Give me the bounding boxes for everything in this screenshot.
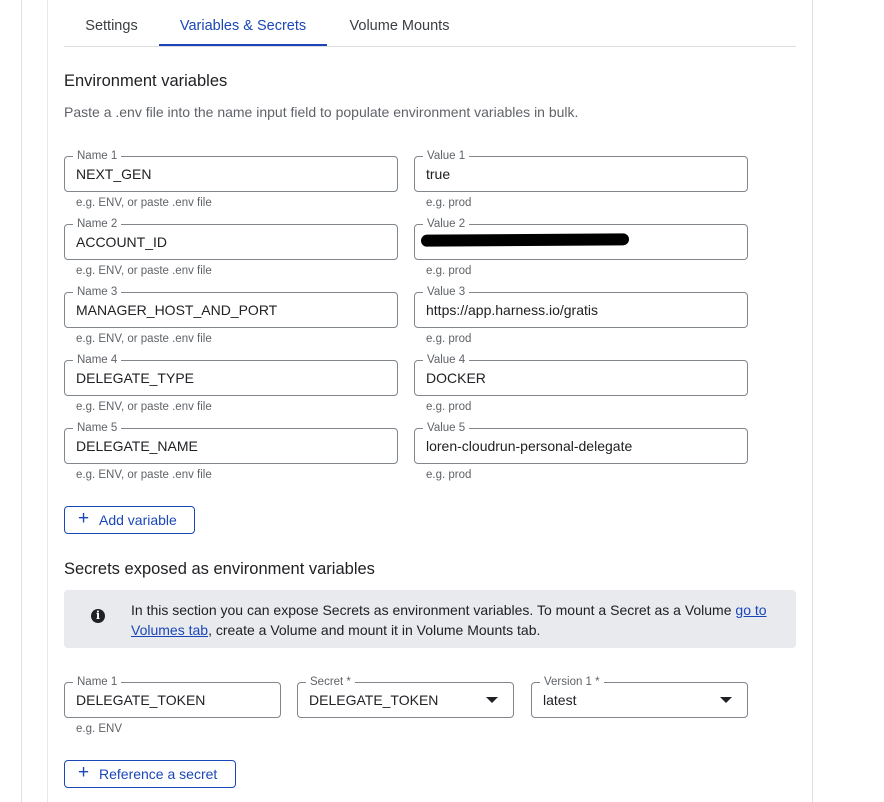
env-value-field-3[interactable] <box>414 286 748 328</box>
env-value-field-1[interactable] <box>414 150 748 192</box>
field-value: DELEGATE_TYPE <box>76 370 195 386</box>
env-name-field-3[interactable] <box>64 286 398 328</box>
info-text <box>131 600 781 640</box>
tab-volume-mounts[interactable]: Volume Mounts <box>349 18 450 34</box>
dropdown-arrow-icon <box>720 697 732 703</box>
env-name-field-2[interactable] <box>64 218 398 260</box>
field-label: Value 3 <box>423 284 469 300</box>
env-value-field-5[interactable] <box>414 422 748 464</box>
panel-inner-border <box>47 0 48 802</box>
env-name-field-4[interactable] <box>64 354 398 396</box>
env-value-field-4[interactable] <box>414 354 748 396</box>
button-label: Add variable <box>99 512 177 528</box>
value-hint: e.g. prod <box>426 197 472 209</box>
plus-icon: + <box>78 508 90 529</box>
redaction-mark <box>421 233 629 246</box>
version-select[interactable] <box>531 676 748 718</box>
value-hint: e.g. prod <box>426 333 472 345</box>
name-hint: e.g. ENV, or paste .env file <box>76 333 212 345</box>
tab-variables-and-secrets[interactable]: Variables & Secrets <box>159 18 327 46</box>
info-icon: i <box>91 609 105 623</box>
name-hint: e.g. ENV, or paste .env file <box>76 401 212 413</box>
tab-settings[interactable]: Settings <box>85 18 138 34</box>
field-label: Value 4 <box>423 352 469 368</box>
field-label: Value 2 <box>423 216 469 232</box>
name-hint: e.g. ENV, or paste .env file <box>76 469 212 481</box>
info-text-before: In this section you can expose Secrets as environment variables. To mount a Secret as a Volume <box>131 602 736 618</box>
field-value: https://app.harness.io/gratis <box>426 302 598 318</box>
secret-env-name-field[interactable] <box>64 676 281 718</box>
field-value: DELEGATE_NAME <box>76 438 198 454</box>
field-value: MANAGER_HOST_AND_PORT <box>76 302 278 318</box>
env-section-title: Environment variables <box>64 72 228 90</box>
field-label: Name 2 <box>73 216 121 232</box>
field-label: Version 1 * <box>540 674 604 690</box>
field-label: Value 1 <box>423 148 469 164</box>
field-label: Name 1 <box>73 148 121 164</box>
env-section-description: Paste a .env file into the name input field to populate environment variables in bulk. <box>64 104 579 120</box>
panel-border-right <box>812 0 813 802</box>
secret-name-hint: e.g. ENV <box>76 723 123 735</box>
value-hint: e.g. prod <box>426 265 472 277</box>
secrets-info-banner <box>64 590 796 648</box>
value-hint: e.g. prod <box>426 401 472 413</box>
panel-border-left <box>21 0 22 802</box>
field-value: DELEGATE_TOKEN <box>76 692 206 708</box>
field-value: DOCKER <box>426 370 486 386</box>
field-label: Name 5 <box>73 420 121 436</box>
env-value-field-2[interactable] <box>414 218 748 260</box>
field-value: DELEGATE_TOKEN <box>309 692 439 708</box>
go-to-volumes-tab-link[interactable]: go to Volumes tab <box>131 602 767 638</box>
env-name-field-1[interactable] <box>64 150 398 192</box>
info-text-after: , create a Volume and mount it in Volume Mounts tab. <box>208 622 541 638</box>
name-hint: e.g. ENV, or paste .env file <box>76 197 212 209</box>
secrets-section-title: Secrets exposed as environment variables <box>64 560 375 578</box>
field-label: Name 1 <box>73 674 121 690</box>
field-label: Name 4 <box>73 352 121 368</box>
field-label: Name 3 <box>73 284 121 300</box>
value-hint: e.g. prod <box>426 469 472 481</box>
name-hint: e.g. ENV, or paste .env file <box>76 265 212 277</box>
add-variable-button[interactable] <box>64 506 195 534</box>
tab-bar <box>64 0 796 47</box>
field-value: latest <box>543 692 577 708</box>
field-label: Value 5 <box>423 420 469 436</box>
plus-icon: + <box>78 762 90 783</box>
field-value: loren-cloudrun-personal-delegate <box>426 438 633 454</box>
button-label: Reference a secret <box>99 766 218 782</box>
secret-select[interactable] <box>297 676 514 718</box>
field-label: Secret * <box>306 674 355 690</box>
env-name-field-5[interactable] <box>64 422 398 464</box>
dropdown-arrow-icon <box>486 697 498 703</box>
field-value: NEXT_GEN <box>76 166 152 182</box>
field-value: true <box>426 166 451 182</box>
field-value: ACCOUNT_ID <box>76 234 168 250</box>
reference-secret-button[interactable] <box>64 760 236 788</box>
